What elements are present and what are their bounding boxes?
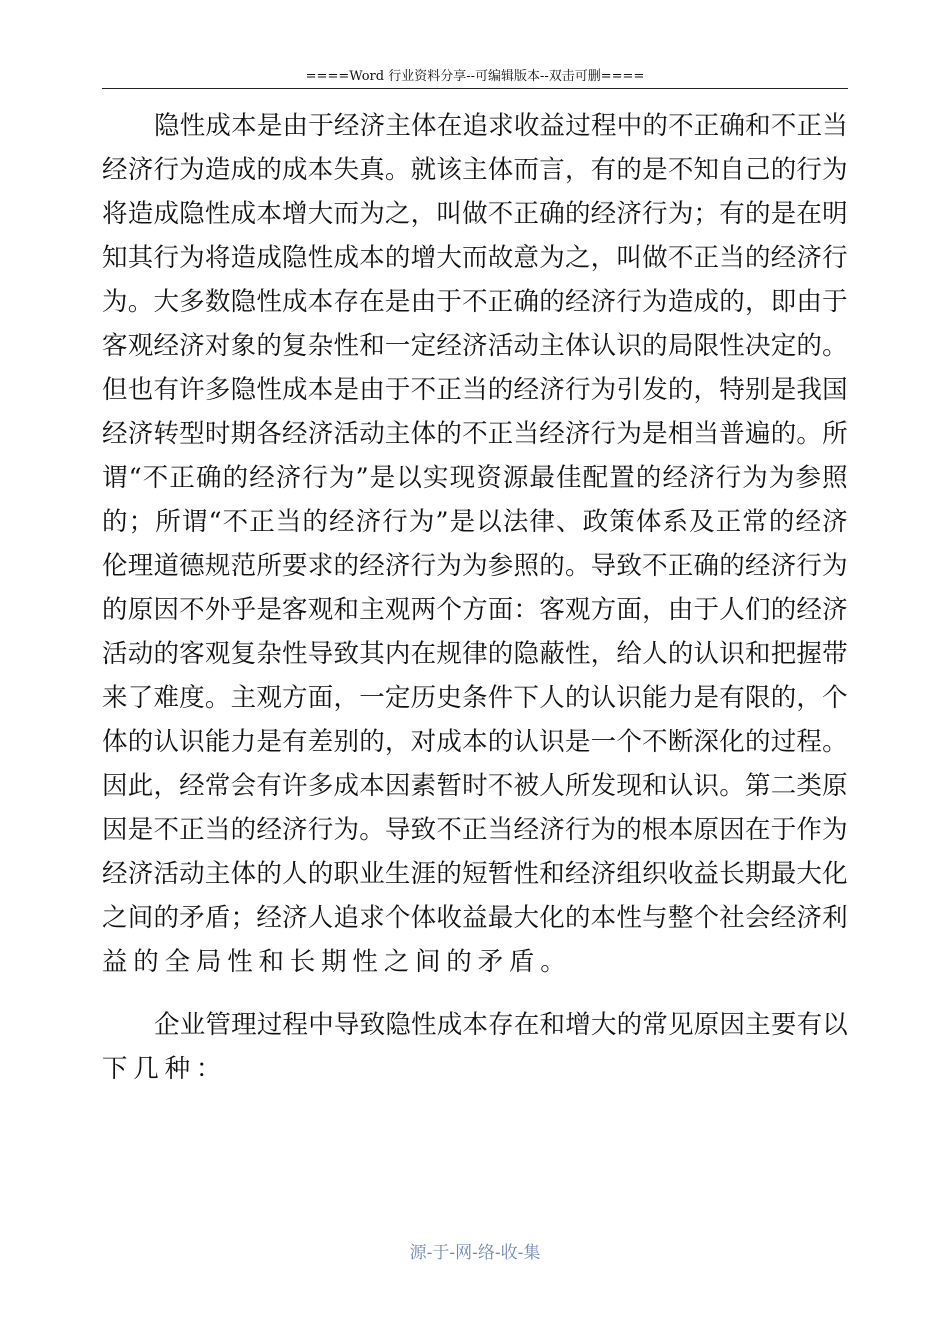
page-header: ====Word 行业资料分享--可编辑版本--双击可删==== <box>305 69 645 84</box>
paragraph-line: 的 原 因 不 外 乎 是 客 观 和 主 观 两 个 方 面 ： 客 观 方 面 ， 由 于 人 们 的 经 济 <box>102 595 848 625</box>
paragraph-line: 伦 理 道 德 规 范 所 要 求 的 经 济 行 为 为 参 照 的 。 导 致 不 正 确 的 经 济 行 为 <box>102 551 848 581</box>
paragraph-line: 谓 “ 不 正 确 的 经 济 行 为 ” 是 以 实 现 资 源 最 佳 配 置 的 经 济 行 为 为 参 照 <box>102 463 848 493</box>
paragraph-line: 经 济 行 为 造 成 的 成 本 失 真 。 就 该 主 体 而 言 ， 有 的 是 不 知 自 己 的 行 为 <box>102 155 848 185</box>
paragraph-line: 体 的 认 识 能 力 是 有 差 别 的 ， 对 成 本 的 认 识 是 一 个 不 断 深 化 的 过 程 。 <box>102 727 848 757</box>
paragraph-line: 因 此 ， 经 常 会 有 许 多 成 本 因 素 暂 时 不 被 人 所 发 现 和 认 识 。 第 二 类 原 <box>102 771 848 801</box>
paragraph-line: 因 是 不 正 当 的 经 济 行 为 。 导 致 不 正 当 经 济 行 为 的 根 本 原 因 在 于 作 为 <box>102 815 848 845</box>
paragraph-line: 但 也 有 许 多 隐 性 成 本 是 由 于 不 正 当 的 经 济 行 为 引 发 的 ， 特 别 是 我 国 <box>102 375 848 405</box>
header-divider <box>102 88 848 89</box>
paragraph-line: 知 其 行 为 将 造 成 隐 性 成 本 的 增 大 而 故 意 为 之 ， 叫 做 不 正 当 的 经 济 行 <box>102 243 848 273</box>
paragraph-gap <box>102 984 848 1003</box>
paragraph-line: 企 业 管 理 过 程 中 导 致 隐 性 成 本 存 在 和 增 大 的 常 见 原 因 主 要 有 以 <box>154 1010 848 1040</box>
paragraph-line: 经 济 转 型 时 期 各 经 济 活 动 主 体 的 不 正 当 经 济 行 为 是 相 当 普 遍 的 。 所 <box>102 419 848 449</box>
paragraph-line: 活 动 的 客 观 复 杂 性 导 致 其 内 在 规 律 的 隐 蔽 性 ， 给 人 的 认 识 和 把 握 带 <box>102 639 848 669</box>
paragraph-line: 益的全局性和长期性之间的矛盾。 <box>102 947 572 977</box>
document-body <box>102 104 848 1091</box>
paragraph-line: 的 ； 所 谓 “ 不 正 当 的 经 济 行 为 ” 是 以 法 律 、 政 策 体 系 及 正 常 的 经 济 <box>102 507 848 537</box>
paragraph-line: 客 观 经 济 对 象 的 复 杂 性 和 一 定 经 济 活 动 主 体 认 识 的 局 限 性 决 定 的 。 <box>102 331 848 361</box>
paragraph-line: 为 。 大 多 数 隐 性 成 本 存 在 是 由 于 不 正 确 的 经 济 行 为 造 成 的 ， 即 由 于 <box>102 287 848 317</box>
paragraph-line: 下几种： <box>102 1054 228 1084</box>
paragraph-line: 经 济 活 动 主 体 的 人 的 职 业 生 涯 的 短 暂 性 和 经 济 组 织 收 益 长 期 最 大 化 <box>102 859 848 889</box>
paragraph-line: 来 了 难 度 。 主 观 方 面 ， 一 定 历 史 条 件 下 人 的 认 识 能 力 是 有 限 的 ， 个 <box>102 683 848 713</box>
paragraph-line: 隐 性 成 本 是 由 于 经 济 主 体 在 追 求 收 益 过 程 中 的 不 正 确 和 不 正 当 <box>154 111 848 141</box>
page-footer: 源-于-网-络-收-集 <box>409 1243 541 1263</box>
paragraph-line: 之 间 的 矛 盾 ； 经 济 人 追 求 个 体 收 益 最 大 化 的 本 性 与 整 个 社 会 经 济 利 <box>102 903 848 933</box>
paragraph-line: 将 造 成 隐 性 成 本 增 大 而 为 之 ， 叫 做 不 正 确 的 经 济 行 为 ； 有 的 是 在 明 <box>102 199 848 229</box>
